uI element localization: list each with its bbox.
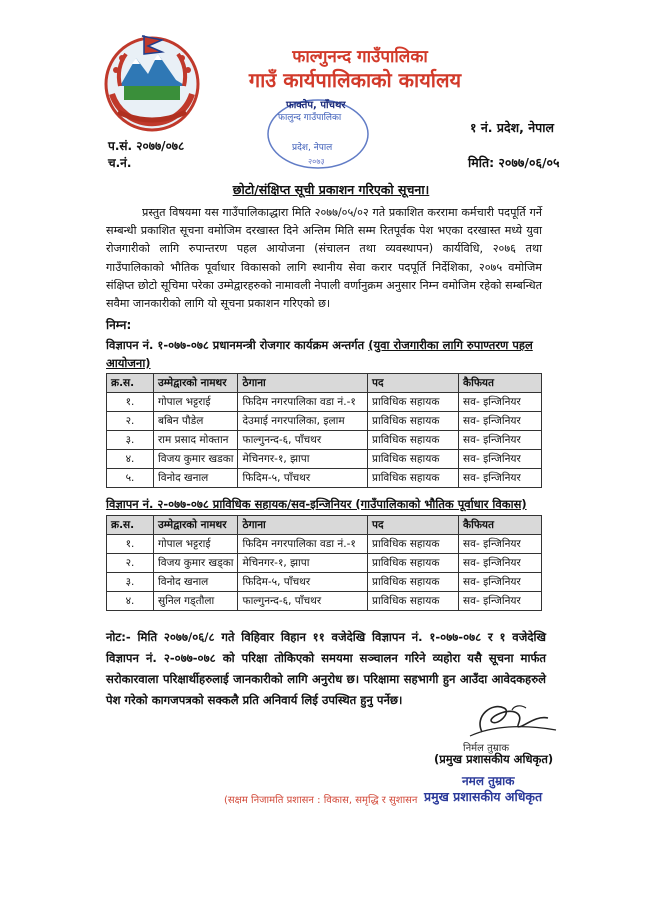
table-row bbox=[107, 573, 542, 592]
table-row bbox=[107, 592, 542, 611]
cell-remark: सव- इन्जिनियर bbox=[459, 535, 542, 554]
cell-sn: १. bbox=[107, 393, 154, 412]
signature-icon bbox=[452, 696, 562, 744]
cell-address: मेचिनगर-१, झापा bbox=[238, 554, 368, 573]
office-name: गाउँ कार्यपालिकाको कार्यालय bbox=[248, 68, 462, 92]
col-name: उम्मेद्वारको नामथर bbox=[154, 374, 238, 393]
section2-heading bbox=[106, 495, 546, 513]
signatory-role: (प्रमुख प्रशासकीय अधिकृत) bbox=[434, 752, 554, 766]
notice-title-text: छोटो/संक्षिप्त सूची प्रकाशन गरिएको सूचना। bbox=[232, 182, 430, 197]
table-row bbox=[107, 554, 542, 573]
cell-name: राम प्रसाद मोक्तान bbox=[154, 431, 238, 450]
cell-address: देउमाई नगरपालिका, इलाम bbox=[238, 412, 368, 431]
cell-remark: सव- इन्जिनियर bbox=[459, 393, 542, 412]
cell-post: प्राविधिक सहायक bbox=[368, 573, 459, 592]
cell-address: मेचिनगर-१, झापा bbox=[238, 450, 368, 469]
candidates-table-2 bbox=[106, 515, 542, 611]
cell-sn: ३. bbox=[107, 431, 154, 450]
cell-post: प्राविधिक सहायक bbox=[368, 592, 459, 611]
cell-sn: ५. bbox=[107, 469, 154, 488]
section2-heading-text: विज्ञापन नं. २-०७७-०७८ प्राविधिक सहायक/सव-इन्जिनियर (गाउँपालिकाको भौतिक पूर्वाधार विकास) bbox=[106, 497, 527, 511]
cell-address: फिदिम नगरपालिका वडा नं.-१ bbox=[238, 393, 368, 412]
stamp-motto: (सक्षम निजामति प्रशासन : विकास, समृद्धि र सुशासन bbox=[224, 795, 418, 806]
col-remark: कैफियत bbox=[459, 516, 542, 535]
table-row bbox=[107, 412, 542, 431]
cell-remark: सव- इन्जिनियर bbox=[459, 431, 542, 450]
cell-post: प्राविधिक सहायक bbox=[368, 393, 459, 412]
cell-address: फिदिम-५, पाँचथर bbox=[238, 573, 368, 592]
cell-remark: सव- इन्जिनियर bbox=[459, 573, 542, 592]
exam-note: नोट:- मिति २०७७/०६/८ गते विहिवार विहान ११ वजेदेखि विज्ञापन नं. १-०७७-०७८ र १ वजेदेखि विज्ञापन नं. २-०७७-०७८ को परिक्षा तोकिएको समयमा सञ्चालन गरिने व्यहोरा यसै सूचना मार्फत सरोकारवाला परिक्षार्थीहरुलाई जानकारीको लागि अनुरोध छ। परिक्षामा सहभागी हुन आउँदा आवेदकहरुले पेश गरेको कागजपत्रको सक्कलै प्रति अनिवार्य लिई उपस्थित हुनु पर्नेछ। bbox=[106, 630, 546, 707]
table-header-row bbox=[107, 516, 542, 535]
cell-name: गोपाल भट्टराई bbox=[154, 535, 238, 554]
office-stamp-icon bbox=[258, 92, 378, 172]
stamp-line1: फालुन्द गाउँपालिका bbox=[278, 113, 342, 123]
cell-name: विजय कुमार खडका bbox=[154, 450, 238, 469]
col-post: पद bbox=[368, 516, 459, 535]
paragraph-text: प्रस्तुत विषयमा यस गाउँपालिकाद्धारा मिति २०७७/०५/०२ गते प्रकाशित कररामा कर्मचारी पदपूर्ति गर्ने सम्बन्धी प्रकाशित सूचना वमोजिम दरखास्त दिने अन्तिम मिति सम्म रितपूर्वक पेश भएका दरखास्त मध्ये युवा रोजगारीको लागि रुपान्तरण पहल आयोजना (संचालन तथा व्यवस्थापन) कार्यविधि, २०७६ तथा गाउँपालिकाको भौतिक पूर्वाधार विकासको लागि स्थानीय सेवा करार पदपूर्ति निर्देशिका, २०७५ वमोजिम संक्षिप्त छोटो सूचिमा परेका उम्मेद्वारहरुको नामावली नेपाली वर्णानुक्रम अनुसार निम्न वमोजिम रहेको सम्बन्धित सवैमा जानकारीको लागि यो सूचना प्रकाशन गरिएको छ। bbox=[106, 206, 542, 311]
col-sn: क्र.स. bbox=[107, 374, 154, 393]
cell-remark: सव- इन्जिनियर bbox=[459, 412, 542, 431]
cell-address: फिदिम नगरपालिका वडा नं.-१ bbox=[238, 535, 368, 554]
section1-heading bbox=[106, 336, 546, 372]
cell-sn: २. bbox=[107, 554, 154, 573]
col-sn: क्र.स. bbox=[107, 516, 154, 535]
stamp-year: २०७३ bbox=[308, 157, 325, 166]
notice-paragraph bbox=[106, 204, 542, 313]
cell-remark: सव- इन्जिनियर bbox=[459, 469, 542, 488]
following-label: निम्न: bbox=[106, 318, 132, 332]
cell-remark: सव- इन्जिनियर bbox=[459, 450, 542, 469]
cell-remark: सव- इन्जिनियर bbox=[459, 592, 542, 611]
cell-address: फिदिम-५, पाँचथर bbox=[238, 469, 368, 488]
candidates-table-1 bbox=[106, 373, 542, 488]
col-address: ठेगाना bbox=[238, 516, 368, 535]
cell-name: विनोद खनाल bbox=[154, 469, 238, 488]
cell-name: गोपाल भट्टराई bbox=[154, 393, 238, 412]
cell-post: प्राविधिक सहायक bbox=[368, 469, 459, 488]
signatory-name: निर्मल तुम्राक bbox=[463, 743, 510, 754]
stamp-line3: प्रदेश, नेपाल bbox=[292, 143, 333, 153]
table-row bbox=[107, 469, 542, 488]
section1-heading-underlined: (युवा रोजगारीका लागि रुपाण्तरण पहल आयोजना) bbox=[106, 338, 533, 370]
cell-post: प्राविधिक सहायक bbox=[368, 431, 459, 450]
table-header-row bbox=[107, 374, 542, 393]
cell-address: फाल्गुनन्द-६, पाँचथर bbox=[238, 592, 368, 611]
cell-name: विजय कुमार खड्का bbox=[154, 554, 238, 573]
section1-heading-plain: विज्ञापन नं. १-०७७-०७८ प्रधानमन्त्री रोजगार कार्यक्रम अन्तर्गत bbox=[106, 338, 369, 352]
cell-sn: ४. bbox=[107, 450, 154, 469]
cell-post: प्राविधिक सहायक bbox=[368, 450, 459, 469]
table-row bbox=[107, 393, 542, 412]
stamp-line2: फाक्तेप, पाँचथर bbox=[286, 100, 346, 111]
col-address: ठेगाना bbox=[238, 374, 368, 393]
cell-post: प्राविधिक सहायक bbox=[368, 535, 459, 554]
stamp-officer-role: प्रमुख प्रशासकीय अधिकृत bbox=[424, 789, 543, 804]
ps-number: प.सं. २०७७/०७८ bbox=[108, 139, 185, 153]
province-text: १ नं. प्रदेश, नेपाल bbox=[470, 120, 554, 135]
cell-name: सुनिल गड्तौला bbox=[154, 592, 238, 611]
cell-sn: ३. bbox=[107, 573, 154, 592]
notice-title bbox=[0, 181, 662, 198]
table-row bbox=[107, 450, 542, 469]
reference-block bbox=[108, 138, 184, 172]
table-row bbox=[107, 535, 542, 554]
table-row bbox=[107, 431, 542, 450]
cell-post: प्राविधिक सहायक bbox=[368, 554, 459, 573]
cell-sn: २. bbox=[107, 412, 154, 431]
stamp-officer-name: नमल तुम्राक bbox=[462, 774, 515, 788]
col-name: उम्मेद्वारको नामथर bbox=[154, 516, 238, 535]
cell-name: विनोद खनाल bbox=[154, 573, 238, 592]
cell-sn: १. bbox=[107, 535, 154, 554]
cell-post: प्राविधिक सहायक bbox=[368, 412, 459, 431]
col-post: पद bbox=[368, 374, 459, 393]
cell-remark: सव- इन्जिनियर bbox=[459, 554, 542, 573]
municipality-name: फाल्गुनन्द गाउँपालिका bbox=[292, 47, 428, 67]
cell-sn: ४. bbox=[107, 592, 154, 611]
cn-number: च.नं. bbox=[108, 156, 132, 170]
col-remark: कैफियत bbox=[459, 374, 542, 393]
notice-date: मिति: २०७७/०६/०५ bbox=[468, 155, 560, 170]
cell-name: बबिन पौडेल bbox=[154, 412, 238, 431]
cell-address: फाल्गुनन्द-६, पाँचथर bbox=[238, 431, 368, 450]
